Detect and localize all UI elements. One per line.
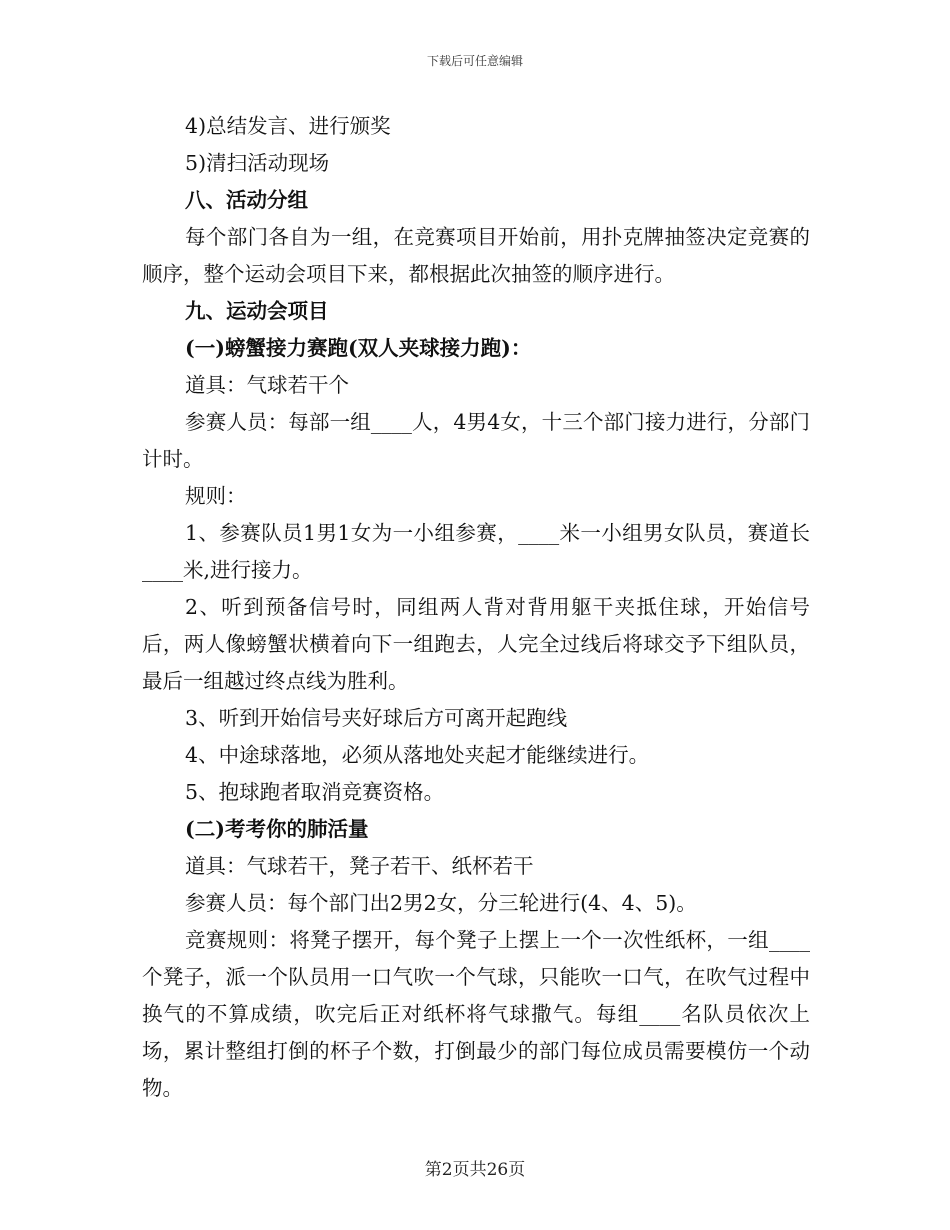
paragraph-props-1: 道具：气球若干个 — [185, 373, 350, 397]
paragraph-rule-4: 4、中途球落地，必须从落地处夹起才能继续进行。 — [185, 743, 650, 767]
section-heading-grouping: 八、活动分组 — [185, 188, 309, 212]
paragraph-rule-5: 5、抱球跑者取消竞赛资格。 — [185, 780, 445, 804]
paragraph-closing-step-4: 4)总结发言、进行颁奖 — [185, 114, 391, 138]
document-body — [142, 108, 810, 1107]
paragraph-rule-2: 2、听到预备信号时，同组两人背对背用躯干夹抵住球，开始信号后，两人像螃蟹状横着向下一组跑去，人完全过线后将球交予下组队员，最后一组越过终点线为胜利。 — [142, 595, 810, 693]
paragraph-rule-3: 3、听到开始信号夹好球后方可离开起跑线 — [185, 706, 568, 730]
paragraph-competition-rules: 竞赛规则：将凳子摆开，每个凳子上摆上一个一次性纸杯，一组____个凳子，派一个队员用一口气吹一个气球，只能吹一口气，在吹气过程中换气的不算成绩，吹完后正对纸杯将气球撒气。每组____名队员依次上场，累计整组打倒的杯子个数，打倒最少的部门每位成员需要模仿一个动物。 — [142, 928, 810, 1100]
section-heading-events: 九、运动会项目 — [185, 299, 329, 323]
paragraph-grouping: 每个部门各自为一组，在竞赛项目开始前，用扑克牌抽签决定竞赛的顺序，整个运动会项目下来，都根据此次抽签的顺序进行。 — [142, 225, 810, 286]
paragraph-participants-2: 参赛人员：每个部门出2男2女，分三轮进行(4、4、5)。 — [185, 891, 697, 915]
paragraph-rule-1: 1、参赛队员1男1女为一小组参赛，____米一小组男女队员，赛道长____米,进行接力。 — [142, 521, 810, 582]
page-header: 下载后可任意编辑 — [426, 54, 523, 68]
paragraph-props-2: 道具：气球若干，凳子若干、纸杯若干 — [185, 854, 534, 878]
paragraph-participants-1: 参赛人员：每部一组____人，4男4女，十三个部门接力进行，分部门计时。 — [142, 410, 810, 471]
event-heading-crab-relay: (一)螃蟹接力赛跑(双人夹球接力跑)： — [185, 336, 532, 360]
paragraph-closing-step-5: 5)清扫活动现场 — [185, 151, 330, 175]
paragraph-rules-label: 规则： — [185, 484, 247, 508]
event-heading-lung-capacity: (二)考考你的肺活量 — [185, 817, 369, 841]
page-footer: 第2页共26页 — [424, 1160, 526, 1180]
